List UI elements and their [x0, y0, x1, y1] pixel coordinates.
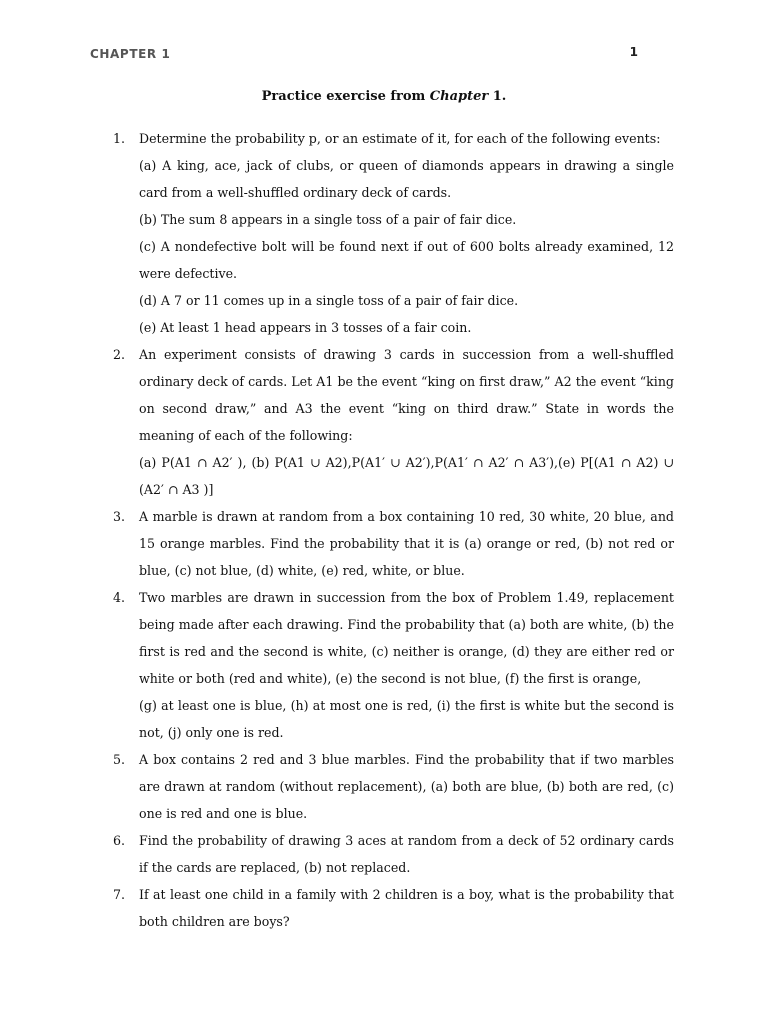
chapter-label: CHAPTER 1 — [90, 47, 171, 61]
problem-item — [113, 881, 674, 935]
problem-item — [113, 125, 674, 341]
problem-number: 1. — [113, 131, 126, 146]
problem-item — [113, 827, 674, 881]
problem-item — [113, 584, 674, 746]
problem-item — [113, 341, 674, 503]
page-number: 1 — [629, 45, 638, 59]
problem-text: An experiment consists of drawing 3 cards in succession from a well-shuffled ordinary deck of cards. Let A1 be the event “king on first draw,” A2 the event “king on second draw,” and A3 the event “king on third draw.” State in words the meaning of each of the following: — [139, 347, 674, 443]
problem-part: (c) A nondefective bolt will be found next if out of 600 bolts already examined, 12 were defective. — [139, 239, 674, 281]
problem-part: (e) At least 1 head appears in 3 tosses of a fair coin. — [139, 320, 472, 335]
problem-part: (a) A king, ace, jack of clubs, or queen of diamonds appears in drawing a single card from a well-shuffled ordinary deck of cards. — [139, 158, 674, 200]
problem-number: 4. — [113, 590, 126, 605]
problem-number: 3. — [113, 509, 126, 524]
problem-part: (d) A 7 or 11 comes up in a single toss of a pair of fair dice. — [139, 293, 519, 308]
title-prefix: Practice exercise from — [261, 89, 430, 104]
problem-number: 2. — [113, 347, 126, 362]
problem-part: (b) The sum 8 appears in a single toss of a pair of fair dice. — [139, 212, 517, 227]
page-title — [0, 89, 768, 104]
problem-text: A box contains 2 red and 3 blue marbles. Find the probability that if two marbles are drawn at random (without replacement), (a) both are blue, (b) both are red, (c) one is red and one is blue. — [139, 752, 674, 821]
problem-item — [113, 746, 674, 827]
title-suffix: 1. — [488, 89, 507, 104]
problem-number: 6. — [113, 833, 126, 848]
problem-item — [113, 503, 674, 584]
problem-number: 7. — [113, 887, 126, 902]
problem-text: Determine the probability p, or an estimate of it, for each of the following events: — [139, 131, 661, 146]
title-italic: Chapter — [429, 89, 489, 104]
problem-part: (g) at least one is blue, (h) at most one is red, (i) the first is white but the second is not, (j) only one is red. — [139, 698, 674, 740]
problem-text: If at least one child in a family with 2 children is a boy, what is the probability that both children are boys? — [139, 887, 674, 929]
page-header — [90, 47, 638, 65]
problem-text: A marble is drawn at random from a box containing 10 red, 30 white, 20 blue, and 15 orange marbles. Find the probability that it is (a) orange or red, (b) not red or blue, (c) not blue, (d) white, (e) red, white, or blue. — [139, 509, 674, 578]
problem-text: Find the probability of drawing 3 aces at random from a deck of 52 ordinary cards if the cards are replaced, (b) not replaced. — [139, 833, 674, 875]
problem-part-math: (a) P(A1 ∩ A2′ ), (b) P(A1 ∪ A2),P(A1′ ∪ A2′),P(A1′ ∩ A2′ ∩ A3′),(e) P[(A1 ∩ A2) ∪ (A2′ ∩ A3 )] — [139, 455, 674, 497]
problem-text: Two marbles are drawn in succession from the box of Problem 1.49, replacement being made after each drawing. Find the probability that (a) both are white, (b) the first is red and the second is white, (c) neither is orange, (d) they are either red or white or both (red and white), (e) the second is not blue, (f) the first is orange, — [139, 590, 674, 686]
problem-list — [113, 125, 674, 935]
problem-number: 5. — [113, 752, 126, 767]
